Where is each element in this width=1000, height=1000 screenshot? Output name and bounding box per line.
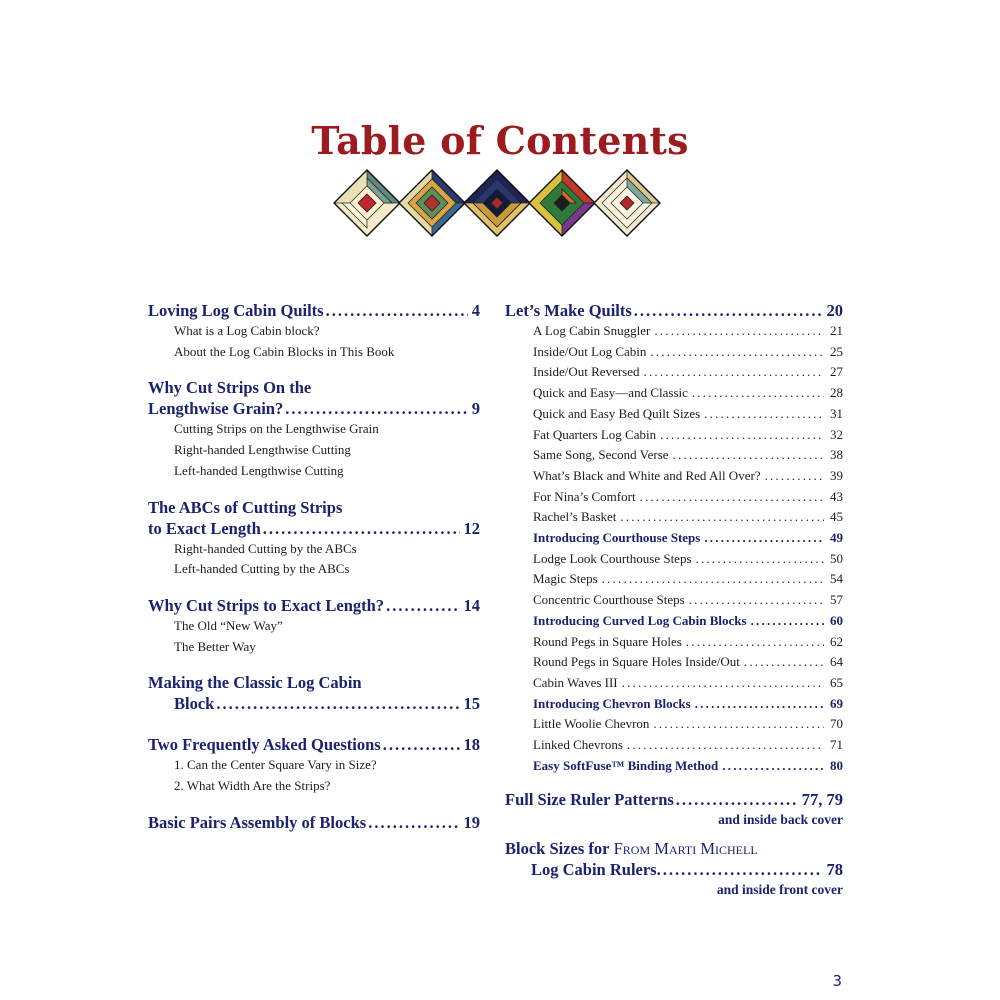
toc-item[interactable]: 2. What Width Are the Strips? <box>174 778 331 794</box>
toc-section-loving-log-cabin <box>148 300 480 362</box>
toc-subheading-item[interactable]: Introducing Courthouse Steps ..... 49 <box>505 528 843 549</box>
toc-item[interactable]: For Nina’s Comfort ..... 43 <box>505 487 843 508</box>
toc-heading-line[interactable]: The ABCs of Cutting Strips <box>148 497 343 517</box>
log-cabin-block-1 <box>334 170 400 236</box>
toc-item[interactable]: A Log Cabin Snuggler ..... 21 <box>505 321 843 342</box>
toc-heading-line[interactable]: Block Sizes for From Marti Michell <box>505 839 758 859</box>
toc-item[interactable]: Round Pegs in Square Holes ..... 62 <box>505 632 843 653</box>
toc-section-lengthwise-grain <box>148 377 480 481</box>
toc-item[interactable]: Cutting Strips on the Lengthwise Grain <box>174 421 379 437</box>
toc-item[interactable]: Linked Chevrons ..... 71 <box>505 735 843 756</box>
log-cabin-block-5 <box>594 170 660 236</box>
toc-heading-line[interactable]: Making the Classic Log Cabin <box>148 673 362 693</box>
toc-subheading-item[interactable]: Introducing Curved Log Cabin Blocks ..... 60 <box>505 611 843 632</box>
toc-heading[interactable]: Loving Log Cabin Quilts ..... 4 <box>148 300 480 321</box>
toc-section-classic-block <box>148 672 480 714</box>
toc-section-faq <box>148 734 480 796</box>
toc-subheading-item[interactable]: Introducing Chevron Blocks ..... 69 <box>505 694 843 715</box>
log-cabin-block-3 <box>464 170 530 236</box>
toc-subnote: and inside back cover <box>718 812 843 828</box>
toc-item[interactable]: Left-handed Lengthwise Cutting <box>174 462 344 478</box>
log-cabin-block-2 <box>399 170 465 236</box>
toc-item[interactable]: Cabin Waves III ..... 65 <box>505 673 843 694</box>
toc-item[interactable]: Inside/Out Reversed ..... 27 <box>505 362 843 383</box>
quilt-list <box>505 321 843 776</box>
toc-section-basic-pairs <box>148 812 480 833</box>
toc-item[interactable]: Lodge Look Courthouse Steps ..... 50 <box>505 549 843 570</box>
toc-subheading-item[interactable]: Easy SoftFuse™ Binding Method ..... 80 <box>505 756 843 777</box>
toc-item[interactable]: Rachel’s Basket ..... 45 <box>505 507 843 528</box>
toc-heading[interactable]: to Exact Length ..... 12 <box>148 518 480 539</box>
toc-heading[interactable]: Two Frequently Asked Questions ..... 18 <box>148 734 480 755</box>
toc-item[interactable]: Right-handed Cutting by the ABCs <box>174 540 357 556</box>
toc-item[interactable]: The Better Way <box>174 638 256 654</box>
toc-item[interactable]: Concentric Courthouse Steps ..... 57 <box>505 590 843 611</box>
toc-item[interactable]: Quick and Easy—and Classic ..... 28 <box>505 383 843 404</box>
page-number: 3 <box>832 972 842 990</box>
toc-heading[interactable]: Block ..... 15 <box>148 693 480 714</box>
toc-heading[interactable]: Basic Pairs Assembly of Blocks ..... 19 <box>148 812 480 833</box>
toc-subnote: and inside front cover <box>716 882 843 898</box>
toc-section-ruler-patterns <box>505 789 843 830</box>
log-cabin-blocks-illustration <box>333 168 663 238</box>
toc-item[interactable]: What is a Log Cabin block? <box>174 323 320 338</box>
toc-heading-block-sizes[interactable]: Log Cabin Rulers. ..... 78 <box>505 859 843 880</box>
toc-heading-ruler-patterns[interactable]: Full Size Ruler Patterns ..... 77, 79 <box>505 789 843 810</box>
toc-right-column <box>505 300 843 900</box>
toc-item[interactable]: What’s Black and White and Red All Over? ..... 39 <box>505 466 843 487</box>
toc-item[interactable]: Magic Steps ..... 54 <box>505 569 843 590</box>
toc-heading-lets-make-quilts[interactable]: Let’s Make Quilts ..... 20 <box>505 300 843 321</box>
toc-item[interactable]: Inside/Out Log Cabin ..... 25 <box>505 342 843 363</box>
toc-section-abcs <box>148 497 480 580</box>
toc-heading-line[interactable]: Why Cut Strips On the <box>148 378 312 398</box>
toc-item[interactable]: 1. Can the Center Square Vary in Size? <box>174 757 377 773</box>
toc-item[interactable]: Fat Quarters Log Cabin ..... 32 <box>505 425 843 446</box>
toc-item[interactable]: Same Song, Second Verse ..... 38 <box>505 445 843 466</box>
toc-item[interactable]: Little Woolie Chevron ..... 70 <box>505 714 843 735</box>
log-cabin-block-4 <box>529 170 595 236</box>
toc-item[interactable]: Round Pegs in Square Holes Inside/Out ..... 64 <box>505 652 843 673</box>
toc-left-column <box>148 300 480 833</box>
toc-item[interactable]: Right-handed Lengthwise Cutting <box>174 442 351 458</box>
toc-heading[interactable]: Lengthwise Grain? ..... 9 <box>148 398 480 419</box>
toc-item[interactable]: The Old “New Way” <box>174 617 283 633</box>
toc-item[interactable]: Left-handed Cutting by the ABCs <box>174 561 350 577</box>
toc-heading[interactable]: Why Cut Strips to Exact Length? ..... 14 <box>148 595 480 616</box>
toc-section-block-sizes <box>505 838 843 900</box>
toc-item[interactable]: Quick and Easy Bed Quilt Sizes ..... 31 <box>505 404 843 425</box>
page-title: Table of Contents <box>311 118 689 163</box>
toc-item[interactable]: About the Log Cabin Blocks in This Book <box>174 343 395 359</box>
toc-section-exact-length <box>148 595 480 657</box>
